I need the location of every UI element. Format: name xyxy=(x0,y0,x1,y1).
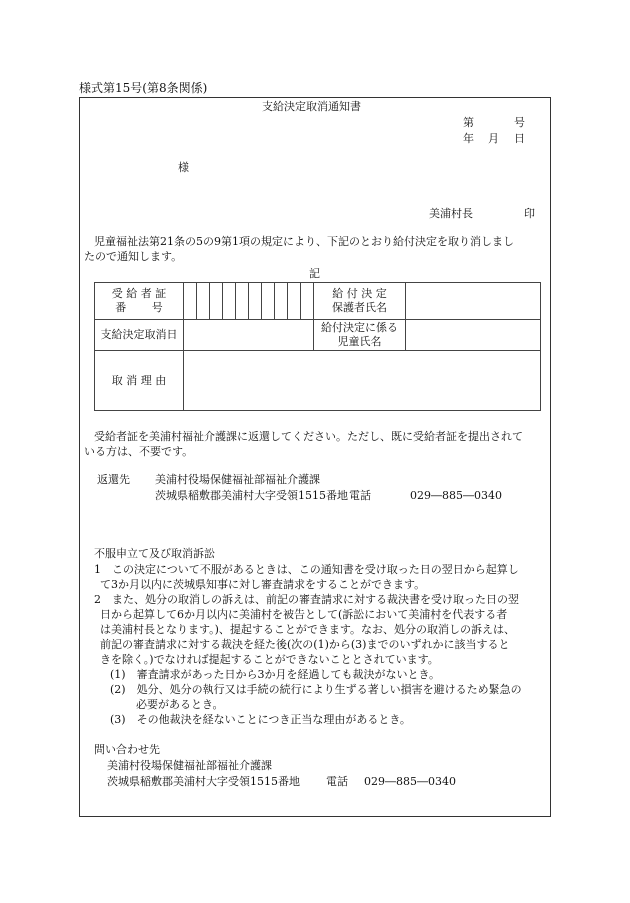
appeal-item: (3) その他裁決を経ないことにつき正当な理由があるとき。 xyxy=(110,713,411,726)
intro-line-1: 児童福祉法第21条の5の9第1項の規定により、下記のとおり給付決定を取り消しまし xyxy=(94,235,514,248)
document-title: 支給決定取消通知書 xyxy=(262,100,361,113)
record-table xyxy=(94,282,541,411)
cert-digit-box[interactable] xyxy=(275,283,288,320)
date-year: 年 xyxy=(463,132,474,145)
cert-digit-box[interactable] xyxy=(197,283,210,320)
cert-number-label: 受 給 者 証 番 号 xyxy=(95,283,184,320)
date-day: 日 xyxy=(514,132,525,145)
appeal-heading: 不服申立て及び取消訴訟 xyxy=(94,547,215,560)
guardian-name-field[interactable] xyxy=(406,283,541,320)
contact-phone-label: 電話 xyxy=(326,775,348,788)
cert-digit-box[interactable] xyxy=(288,283,301,320)
appeal-line: て3か月以内に茨城県知事に対し審査請求をすることができます。 xyxy=(100,578,426,591)
appeal-line: きを除く。)でなければ提起することができないこととされています。 xyxy=(100,653,439,666)
return-note-line-1: 受給者証を美浦村福祉介護課に返還してください。ただし、既に受給者証を提出されて xyxy=(94,430,523,443)
cert-digit-box[interactable] xyxy=(249,283,262,320)
return-to-phone-label: 電話 xyxy=(349,489,371,502)
appeal-item: (2) 処分、処分の執行又は手続の続行により生ずる著しい損害を避けるため緊急の xyxy=(110,683,522,696)
cancel-reason-label: 取 消 理 由 xyxy=(95,351,184,411)
form-number-label: 様式第15号(第8条関係) xyxy=(79,81,208,95)
contact-heading: 問い合わせ先 xyxy=(94,743,160,756)
seal-mark: 印 xyxy=(524,207,535,220)
contact-phone: 029―885―0340 xyxy=(364,775,456,788)
return-to-address: 茨城県稲敷郡美浦村大字受領1515番地 xyxy=(155,489,348,502)
appeal-line: 1 この決定について不服があるときは、この通知書を受け取った日の翌日から起算し xyxy=(94,563,519,576)
cert-digit-box[interactable] xyxy=(223,283,236,320)
child-name-field[interactable] xyxy=(406,320,541,351)
date-month: 月 xyxy=(488,132,499,145)
cancel-date-field[interactable] xyxy=(184,320,314,351)
appeal-line: 日から起算して6か月以内に美浦村を被告として(訴訟において美浦村を代表する者 xyxy=(100,608,508,621)
return-to-label: 返還先 xyxy=(97,473,130,486)
appeal-line: は美浦村長となります。)、提起することができます。なお、処分の取消しの訴えは、 xyxy=(100,623,516,636)
contact-address: 茨城県稲敷郡美浦村大字受領1515番地 xyxy=(107,775,300,788)
appeal-item: 必要があるとき。 xyxy=(136,698,224,711)
return-to-dept: 美浦村役場保健福祉部福祉介護課 xyxy=(155,473,320,486)
contact-dept: 美浦村役場保健福祉部福祉介護課 xyxy=(107,759,272,772)
appeal-item: (1) 審査請求があった日から3か月を経過しても裁決がないとき。 xyxy=(110,668,441,681)
addressee-suffix: 様 xyxy=(178,161,189,174)
cancel-date-label: 支給決定取消日 xyxy=(95,320,184,351)
intro-line-2: たので通知します。 xyxy=(84,250,183,263)
issuer-name: 美浦村長 xyxy=(429,207,473,220)
return-to-phone: 029―885―0340 xyxy=(410,489,502,502)
guardian-name-label: 給 付 決 定 保護者氏名 xyxy=(314,283,406,320)
appeal-line: 前記の審査請求に対する裁決を経た後(次の(1)から(3)までのいずれかに該当すると xyxy=(100,638,510,651)
cert-digit-box[interactable] xyxy=(262,283,275,320)
cert-digit-box[interactable] xyxy=(301,283,314,320)
number-prefix: 第 xyxy=(463,116,474,129)
ki-heading: 記 xyxy=(309,267,320,280)
appeal-line: 2 また、処分の取消しの訴えは、前記の審査請求に対する裁決書を受け取った日の翌 xyxy=(94,593,519,606)
cert-digit-box[interactable] xyxy=(184,283,197,320)
number-suffix: 号 xyxy=(514,116,525,129)
cancel-reason-field[interactable] xyxy=(184,351,541,411)
cert-digit-box[interactable] xyxy=(236,283,249,320)
cert-digit-box[interactable] xyxy=(210,283,223,320)
child-name-label: 給付決定に係る 児童氏名 xyxy=(314,320,406,351)
return-note-line-2: いる方は、不要です。 xyxy=(84,445,194,458)
